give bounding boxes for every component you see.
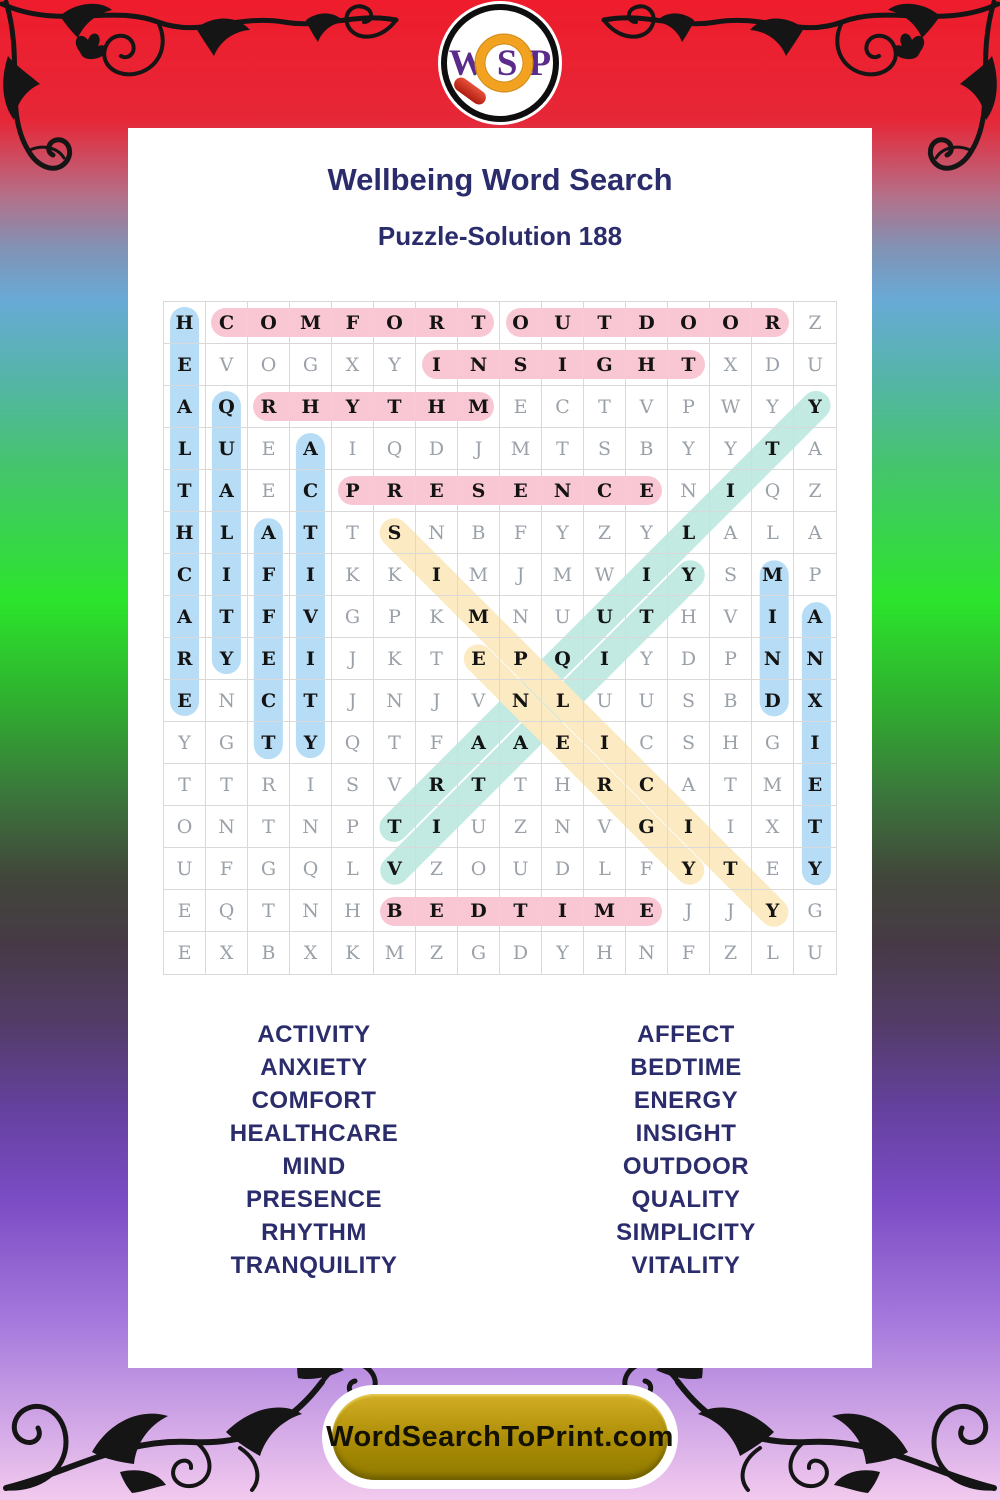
grid-cell: Q	[752, 470, 794, 512]
grid-cell: X	[290, 932, 332, 974]
grid-cell: L	[332, 848, 374, 890]
grid-cell: T	[374, 722, 416, 764]
grid-cell: H	[542, 764, 584, 806]
grid-cell: N	[500, 680, 542, 722]
grid-cell: E	[164, 680, 206, 722]
grid-cell: U	[794, 344, 836, 386]
grid-cell: C	[164, 554, 206, 596]
grid-cell: T	[458, 764, 500, 806]
grid-cell: N	[542, 470, 584, 512]
grid-cell: G	[206, 722, 248, 764]
grid-cell: I	[794, 722, 836, 764]
grid-cell: Q	[206, 890, 248, 932]
grid-cell: J	[332, 638, 374, 680]
grid-cell: T	[710, 848, 752, 890]
grid-cell: V	[710, 596, 752, 638]
grid-cell: L	[584, 848, 626, 890]
grid-cell: V	[458, 680, 500, 722]
grid-cell: U	[584, 680, 626, 722]
grid-cell: D	[542, 848, 584, 890]
grid-cell: E	[500, 470, 542, 512]
grid-cell: N	[206, 680, 248, 722]
grid-cell: T	[248, 890, 290, 932]
grid-cell: D	[668, 638, 710, 680]
grid-cell: E	[248, 638, 290, 680]
grid-cell: R	[584, 764, 626, 806]
grid-cell: R	[248, 386, 290, 428]
grid-cell: I	[416, 554, 458, 596]
grid-cell: X	[794, 680, 836, 722]
grid-cell: V	[584, 806, 626, 848]
grid-cell: W	[584, 554, 626, 596]
grid-cell: T	[626, 596, 668, 638]
word-list-right-column	[500, 1018, 872, 1282]
grid-cell: Y	[794, 848, 836, 890]
grid-cell: T	[206, 764, 248, 806]
grid-cell: S	[374, 512, 416, 554]
grid-cell: N	[374, 680, 416, 722]
grid-cell: E	[164, 890, 206, 932]
grid-cell: M	[290, 302, 332, 344]
grid-cell: S	[668, 680, 710, 722]
word-list-item: ACTIVITY	[257, 1021, 371, 1048]
grid-cell: G	[248, 848, 290, 890]
grid-cell: E	[752, 848, 794, 890]
grid-cell: S	[458, 470, 500, 512]
grid-cell: Z	[416, 848, 458, 890]
grid-cell: G	[752, 722, 794, 764]
grid-cell: P	[710, 638, 752, 680]
grid-cell: Q	[374, 428, 416, 470]
grid-cell: P	[332, 470, 374, 512]
grid-cell: L	[752, 512, 794, 554]
grid-cell: T	[290, 512, 332, 554]
grid-cell: E	[626, 890, 668, 932]
grid-cell: H	[290, 386, 332, 428]
grid-cell: A	[164, 596, 206, 638]
grid-cell: I	[416, 344, 458, 386]
grid-cell: Z	[710, 932, 752, 974]
grid-cell: F	[668, 932, 710, 974]
grid-cell: A	[458, 722, 500, 764]
grid-cell: A	[668, 764, 710, 806]
word-list-item: INSIGHT	[635, 1120, 737, 1147]
grid-cell: H	[584, 932, 626, 974]
word-list-item: ENERGY	[633, 1087, 739, 1114]
grid-cell: Y	[374, 344, 416, 386]
grid-cell: D	[458, 890, 500, 932]
word-list-item: SIMPLICITY	[616, 1219, 756, 1246]
grid-cell: T	[752, 428, 794, 470]
grid-cell: M	[584, 890, 626, 932]
grid-cell: M	[458, 386, 500, 428]
grid-cell: O	[248, 344, 290, 386]
word-list-item: RHYTHM	[261, 1219, 367, 1246]
grid-cell: C	[248, 680, 290, 722]
grid-cell: O	[710, 302, 752, 344]
grid-cell: F	[248, 554, 290, 596]
word-list-item: HEALTHCARE	[229, 1120, 399, 1147]
grid-cell: E	[164, 932, 206, 974]
grid-cell: G	[290, 344, 332, 386]
grid-cell: Q	[542, 638, 584, 680]
grid-cell: L	[206, 512, 248, 554]
grid-cell: I	[668, 806, 710, 848]
grid-cell: R	[416, 764, 458, 806]
grid-cell: I	[542, 344, 584, 386]
grid-cell: O	[374, 302, 416, 344]
grid-cell: D	[500, 932, 542, 974]
grid-cell: U	[500, 848, 542, 890]
grid-cell: D	[752, 344, 794, 386]
grid-cell: A	[500, 722, 542, 764]
grid-cell: N	[668, 470, 710, 512]
grid-cell: N	[290, 806, 332, 848]
grid-cell: H	[164, 512, 206, 554]
grid-cell: H	[626, 344, 668, 386]
grid-cell: Q	[332, 722, 374, 764]
grid-cell: U	[206, 428, 248, 470]
grid-cell: E	[164, 344, 206, 386]
grid-cell: U	[542, 302, 584, 344]
grid-cell: U	[542, 596, 584, 638]
grid-cell: Q	[290, 848, 332, 890]
grid-cell: N	[206, 806, 248, 848]
grid-cell: S	[668, 722, 710, 764]
grid-cell: S	[710, 554, 752, 596]
grid-cell: K	[374, 638, 416, 680]
grid-cell: J	[668, 890, 710, 932]
grid-cell: T	[584, 302, 626, 344]
grid-cell: R	[752, 302, 794, 344]
grid-cell: N	[752, 638, 794, 680]
grid-cell: I	[332, 428, 374, 470]
grid-cell: J	[710, 890, 752, 932]
grid-cell: F	[500, 512, 542, 554]
grid-cell: F	[206, 848, 248, 890]
grid-cell: M	[500, 428, 542, 470]
grid-cell: E	[542, 722, 584, 764]
grid-cell: Y	[626, 638, 668, 680]
grid-cell: Z	[794, 302, 836, 344]
grid-cell: O	[248, 302, 290, 344]
grid-cell: U	[806, 942, 823, 964]
word-list-item: ANXIETY	[260, 1054, 368, 1081]
grid-cell: S	[584, 428, 626, 470]
grid-cell: N	[290, 890, 332, 932]
grid-cell: P	[332, 806, 374, 848]
grid-cell: F	[248, 596, 290, 638]
grid-cell: K	[332, 932, 374, 974]
word-list-item: OUTDOOR	[622, 1153, 750, 1180]
grid-cell: I	[626, 554, 668, 596]
grid-cell: M	[542, 554, 584, 596]
grid-cell: I	[290, 638, 332, 680]
grid-cell: G	[626, 806, 668, 848]
grid-cell: Y	[164, 722, 206, 764]
grid-cell: F	[332, 302, 374, 344]
logo-letter-w: W	[448, 42, 486, 84]
grid-cell: P	[668, 386, 710, 428]
magnifier-ring	[476, 35, 532, 91]
grid-cell: G	[458, 932, 500, 974]
grid-cell: V	[374, 764, 416, 806]
word-list-item: AFFECT	[637, 1021, 735, 1048]
grid-cell: F	[416, 722, 458, 764]
grid-cell: B	[458, 512, 500, 554]
grid-cell: U	[458, 806, 500, 848]
grid-cell: T	[374, 806, 416, 848]
grid-cell: W	[710, 386, 752, 428]
grid-cell: T	[416, 638, 458, 680]
magnifier-icon	[447, 10, 553, 116]
grid-cell: E	[416, 470, 458, 512]
grid-cell: C	[584, 470, 626, 512]
grid-cell: D	[626, 302, 668, 344]
grid-cell: I	[752, 596, 794, 638]
grid-cell: T	[794, 806, 836, 848]
grid-cell: R	[164, 638, 206, 680]
grid-cell: G	[332, 596, 374, 638]
grid-cell: E	[500, 386, 542, 428]
grid-cell: H	[164, 302, 206, 344]
grid-cell: G	[794, 890, 836, 932]
grid-cell: E	[794, 764, 836, 806]
grid-cell: B	[248, 932, 290, 974]
grid-cell: Z	[584, 512, 626, 554]
word-list	[128, 1018, 872, 1282]
grid-cell: B	[374, 890, 416, 932]
grid-cell: F	[626, 848, 668, 890]
grid-cell: L	[752, 932, 794, 974]
grid-cell: P	[794, 554, 836, 596]
grid-cell: R	[374, 470, 416, 512]
grid-cell: L	[542, 680, 584, 722]
grid-cell: J	[416, 680, 458, 722]
website-link-button[interactable]: WordSearchToPrint.com	[332, 1394, 668, 1480]
grid-cell: A	[794, 512, 836, 554]
grid-cell: O	[164, 806, 206, 848]
grid-cell: Y	[542, 512, 584, 554]
grid-cell: I	[416, 806, 458, 848]
grid-cell: T	[164, 470, 206, 512]
grid-cell: N	[794, 638, 836, 680]
grid-cell: T	[332, 512, 374, 554]
grid-cell: Y	[206, 638, 248, 680]
grid-cell: T	[248, 806, 290, 848]
grid-cell: J	[332, 680, 374, 722]
grid-cell: Y	[626, 512, 668, 554]
grid-cell: M	[374, 932, 416, 974]
grid-cell: C	[206, 302, 248, 344]
grid-cell: V	[374, 848, 416, 890]
grid-cell: M	[458, 554, 500, 596]
grid-cell: Y	[752, 386, 794, 428]
word-list-item: MIND	[282, 1153, 346, 1180]
grid-cell: K	[416, 596, 458, 638]
grid-cell: O	[500, 302, 542, 344]
grid-cell: B	[626, 428, 668, 470]
word-list-item: TRANQUILITY	[230, 1252, 398, 1279]
grid-cell: Y	[668, 428, 710, 470]
grid-cell: D	[416, 428, 458, 470]
grid-cell: E	[248, 428, 290, 470]
grid-cell: R	[416, 302, 458, 344]
grid-cell: J	[500, 554, 542, 596]
grid-cell: Q	[206, 386, 248, 428]
logo-letter-p: P	[528, 42, 552, 84]
grid-cell: T	[542, 428, 584, 470]
grid-cell: E	[458, 638, 500, 680]
grid-cell: C	[626, 764, 668, 806]
grid-cell: N	[500, 596, 542, 638]
grid-cell: I	[584, 722, 626, 764]
grid-cell: T	[584, 386, 626, 428]
grid-cell: Y	[710, 428, 752, 470]
grid-cell: I	[710, 470, 752, 512]
word-list-item: PRESENCE	[245, 1186, 383, 1213]
grid-cell: I	[290, 554, 332, 596]
grid-cell: L	[668, 512, 710, 554]
grid-cell: Z	[416, 932, 458, 974]
grid-cell: P	[500, 638, 542, 680]
page-subtitle: Puzzle-Solution 188	[377, 221, 623, 251]
grid-cell: P	[374, 596, 416, 638]
logo-letter-s: S	[496, 42, 518, 84]
grid-cell: J	[458, 428, 500, 470]
grid-cell: U	[584, 596, 626, 638]
grid-cell: R	[248, 764, 290, 806]
grid-cell: T	[500, 890, 542, 932]
grid-cell: A	[794, 428, 836, 470]
grid-cell: I	[206, 554, 248, 596]
grid-cell: H	[668, 596, 710, 638]
grid-cell: B	[710, 680, 752, 722]
grid-cell: C	[626, 722, 668, 764]
grid-cell: A	[710, 512, 752, 554]
grid-cell: H	[710, 722, 752, 764]
grid-cell: T	[164, 764, 206, 806]
grid-cell: N	[416, 512, 458, 554]
grid-cell: H	[416, 386, 458, 428]
word-list-item: QUALITY	[631, 1186, 741, 1213]
grid-cell: N	[458, 344, 500, 386]
grid-cell: I	[710, 806, 752, 848]
grid-cell: G	[584, 344, 626, 386]
word-list-left-column	[128, 1018, 500, 1282]
grid-cell: E	[416, 890, 458, 932]
grid-cell: A	[164, 386, 206, 428]
page-title: Wellbeing Word Search	[327, 162, 673, 197]
grid-cell: O	[458, 848, 500, 890]
grid-cell: V	[206, 344, 248, 386]
grid-cell: N	[542, 806, 584, 848]
grid-cell: Y	[794, 386, 836, 428]
grid-cell: A	[206, 470, 248, 512]
grid-cell: U	[164, 848, 206, 890]
grid-cell: E	[626, 470, 668, 512]
grid-cell: M	[752, 554, 794, 596]
grid-cell: V	[626, 386, 668, 428]
grid-cell: T	[206, 596, 248, 638]
grid-cell: Z	[794, 470, 836, 512]
grid-cell: E	[248, 470, 290, 512]
wsp-logo	[438, 1, 562, 125]
grid-cell: V	[290, 596, 332, 638]
grid-cell: A	[248, 512, 290, 554]
grid-cell: Y	[668, 848, 710, 890]
grid-cell: K	[374, 554, 416, 596]
grid-cell: Y	[752, 890, 794, 932]
grid-cell: L	[164, 428, 206, 470]
word-list-item: VITALITY	[631, 1252, 741, 1279]
grid-cell: T	[290, 680, 332, 722]
grid-cell: T	[248, 722, 290, 764]
grid-cell: S	[500, 344, 542, 386]
grid-cell: Y	[668, 554, 710, 596]
grid-cell: X	[710, 344, 752, 386]
grid-cell: O	[668, 302, 710, 344]
grid-cell: M	[458, 596, 500, 638]
grid-cell: X	[332, 344, 374, 386]
grid-cell: Y	[332, 386, 374, 428]
grid-cell: N	[626, 932, 668, 974]
grid-cell: M	[752, 764, 794, 806]
word-list-item: COMFORT	[251, 1087, 377, 1114]
grid-cell: T	[710, 764, 752, 806]
grid-cell: T	[500, 764, 542, 806]
grid-cell: K	[332, 554, 374, 596]
word-list-item: BEDTIME	[630, 1054, 742, 1081]
grid-cell: T	[668, 344, 710, 386]
grid-cell: T	[374, 386, 416, 428]
grid-cell: Y	[290, 722, 332, 764]
grid-cell: I	[290, 764, 332, 806]
wsp-logo-inner	[441, 4, 559, 122]
grid-cell: C	[290, 470, 332, 512]
grid-cell: C	[542, 386, 584, 428]
grid-cell: S	[332, 764, 374, 806]
footer-link-pill	[322, 1385, 678, 1489]
grid-cell: X	[206, 932, 248, 974]
word-search-grid	[163, 301, 837, 975]
grid-cell: X	[752, 806, 794, 848]
grid-cell: I	[584, 638, 626, 680]
grid-cell: D	[752, 680, 794, 722]
grid-cell: Y	[542, 932, 584, 974]
grid-cell: A	[290, 428, 332, 470]
grid-cell: I	[542, 890, 584, 932]
grid-cell: U	[626, 680, 668, 722]
grid-cell: T	[458, 302, 500, 344]
grid-cell: Z	[500, 806, 542, 848]
grid-cell: A	[794, 596, 836, 638]
grid-cell: H	[332, 890, 374, 932]
